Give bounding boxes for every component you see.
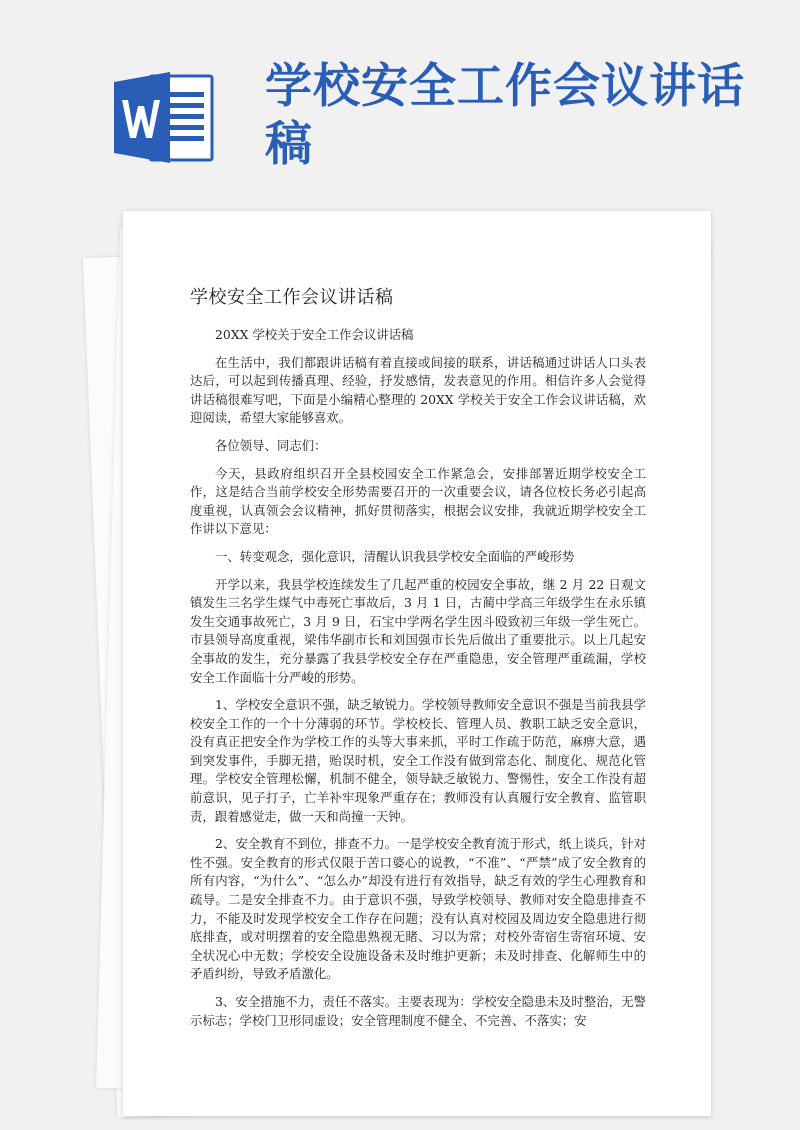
paragraph: 2、安全教育不到位，排查不力。一是学校安全教育流于形式，纸上谈兵，针对性不强。安全教育的形式仅限于苦口婆心的说教，“不准”、“严禁”成了安全教育的所有内容，“为什么”、“怎么办”却没有进行有效指导，缺乏有效的学生心理教育和疏导。二是安全排查不力。由于意识不强，导致学校领导、教师对安全隐患排查不力，不能及时发现学校安全工作存在问题；没有认真对校园及周边安全隐患进行彻底排查，或对明摆着的安全隐患熟视无睹、习以为常；对校外寄宿生寄宿环境、安全状况心中无数；学校安全设施设备未及时维护更新；未及时排查、化解师生中的矛盾纠纷，导致矛盾激化。 xyxy=(190,836,646,982)
banner xyxy=(0,0,800,200)
paragraph: 今天，县政府组织召开全县校园安全工作紧急会，安排部署近期学校安全工作，这是结合当前学校安全形势需要召开的一次重要会议，请各位校长务必引起高度重视，认真领会会议精神，抓好贯彻落实，根据会议安排，我就近期学校安全工作讲以下意见： xyxy=(190,465,646,537)
document-body xyxy=(190,326,646,1039)
paragraph: 20XX 学校关于安全工作会议讲话稿 xyxy=(215,327,414,342)
paragraph: 1、学校安全意识不强，缺乏敏锐力。学校领导教师安全意识不强是当前我县学校安全工作的一个十分薄弱的环节。学校校长、管理人员、教职工缺乏安全意识，没有真正把安全作为学校工作的头等大事来抓，平时工作疏于防范，麻痹大意，遇到突发事件，手脚无措，贻误时机，安全工作没有做到常态化、制度化、规范化管理。学校安全管理松懈，机制不健全，领导缺乏敏锐力、警惕性，安全工作没有超前意识，见子打子，亡羊补牢现象严重存在；教师没有认真履行安全教育、监管职责，跟着感觉走，做一天和尚撞一天钟。 xyxy=(190,697,646,824)
document-page xyxy=(123,211,711,1116)
word-icon xyxy=(112,70,217,165)
paragraph: 3、安全措施不力，责任不落实。主要表现为：学校安全隐患未及时整治，无警示标志；学校门卫形同虚设；安全管理制度不健全、不完善、不落实；安 xyxy=(190,994,646,1028)
document-title: 学校安全工作会议讲话稿 xyxy=(190,287,394,308)
paragraph: 在生活中，我们都跟讲话稿有着直接或间接的联系，讲话稿通过讲话人口头表达后，可以起到传播真理、经验，抒发感情，发表意见的作用。相信许多人会觉得讲话稿很难写吧，下面是小编精心整理的 20XX 学校关于安全工作会议讲话稿，欢迎阅读，希望大家能够喜欢。 xyxy=(190,354,646,426)
banner-title: 学校安全工作会议讲话稿 xyxy=(265,59,745,172)
paragraph: 开学以来，我县学校连续发生了几起严重的校园安全事故，继 2 月 22 日观文镇发生三名学生煤气中毒死亡事故后，3 月 1 日，古蔺中学高三年级学生在永乐镇发生交通事故死亡，3 月 9 日，石宝中学两名学生因斗殴致初三年级一学生死亡。市县领导高度重视，梁伟华副市长和刘国强市长先后做出了重要批示。以上几起安全事故的发生，充分暴露了我县学校安全存在严重隐患，安全管理严重疏漏，学校安全工作面临十分严峻的形势。 xyxy=(190,576,646,685)
paragraph: 各位领导、同志们： xyxy=(215,437,327,453)
section-heading: 一、转变观念，强化意识，清醒认识我县学校安全面临的严峻形势 xyxy=(215,548,575,564)
